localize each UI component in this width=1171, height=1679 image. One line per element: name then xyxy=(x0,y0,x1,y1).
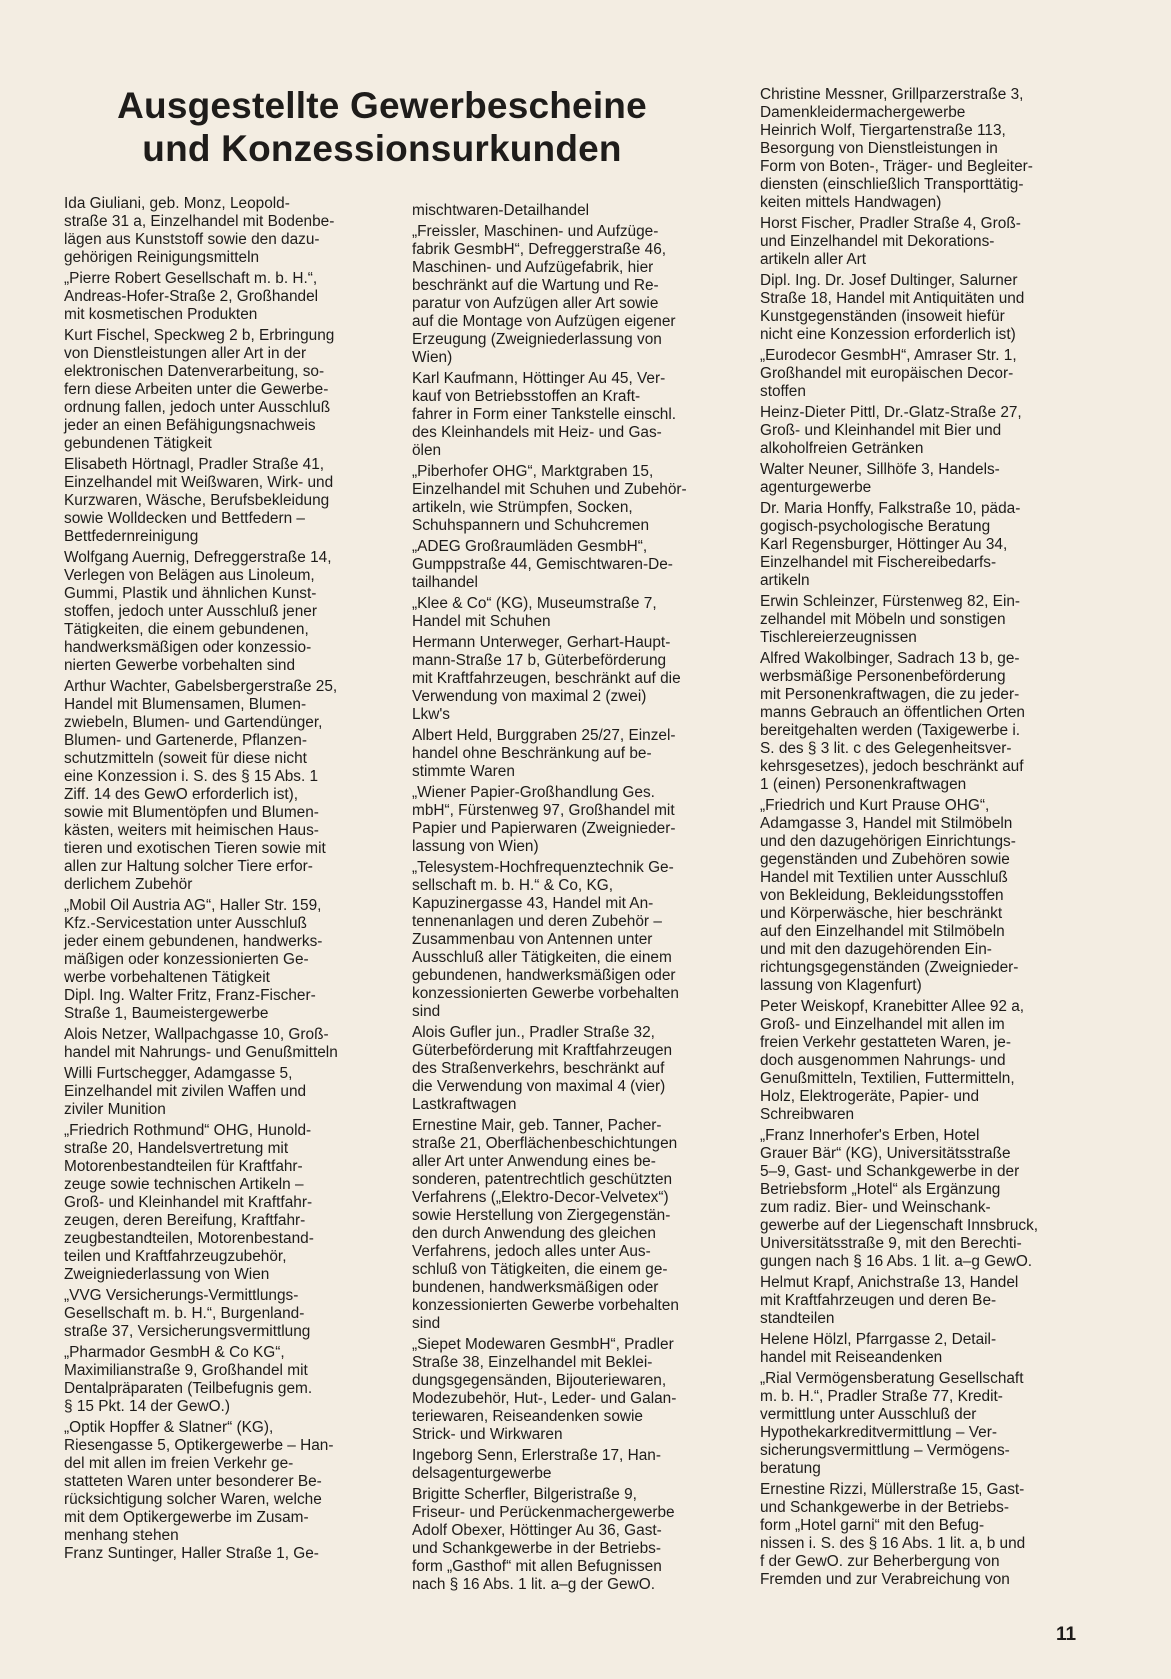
entry-line: sind xyxy=(412,1315,441,1332)
entry-line: des Straßenverkehrs, beschränkt auf xyxy=(412,1060,665,1077)
entry-line: straße 20, Handelsvertretung mit xyxy=(64,1140,289,1157)
listing-entry xyxy=(64,1065,384,1119)
entry-line: artikeln, wie Strümpfen, Socken, xyxy=(412,499,633,516)
entry-line: gogisch-psychologische Beratung xyxy=(760,518,991,535)
entry-line: sind xyxy=(412,1003,441,1020)
entry-line: vermittlung unter Ausschluß der xyxy=(760,1406,977,1423)
listing-entry xyxy=(64,195,384,267)
entry-line: menhang stehen xyxy=(64,1527,179,1544)
entry-line: Gummi, Plastik und ähnlichen Kunst- xyxy=(64,585,317,602)
entry-line: agenturgewerbe xyxy=(760,479,872,496)
entry-line: Kapuzinergasse 43, Handel mit An- xyxy=(412,895,654,912)
entry-line: Motorenbestandteilen für Kraftfahr- xyxy=(64,1158,303,1175)
entry-line: Fremden und zur Verabreichung von xyxy=(760,1571,1010,1588)
entry-line: tennenanlagen und deren Zubehör – xyxy=(412,913,662,930)
entry-line: Maschinen- und Aufzügefabrik, hier xyxy=(412,259,654,276)
entry-line: Andreas-Hofer-Straße 2, Großhandel xyxy=(64,288,319,305)
entry-line: zum radiz. Bier- und Weinschank- xyxy=(760,1199,991,1216)
entry-line: Arthur Wachter, Gabelsbergerstraße 25, xyxy=(64,678,338,695)
listing-entry xyxy=(64,270,384,324)
entry-line: den durch Anwendung des gleichen xyxy=(412,1225,656,1242)
listing-entry xyxy=(760,1481,1080,1589)
entry-line: „Siepet Modewaren GesmbH“, Pradler xyxy=(412,1336,674,1353)
entry-line: zeugbestandteilen, Motorenbestand- xyxy=(64,1230,314,1247)
listing-entry xyxy=(760,1127,1080,1271)
entry-line: ölen xyxy=(412,442,442,459)
entry-line: Form von Boten-, Träger- und Begleiter- xyxy=(760,158,1033,175)
listing-entry xyxy=(412,463,732,535)
entry-line: Groß- und Einzelhandel mit allen im xyxy=(760,1016,1005,1033)
listing-entry xyxy=(64,1344,384,1416)
entry-line: form „Hotel garni“ mit den Befug- xyxy=(760,1517,985,1534)
entry-line: straße 31 a, Einzelhandel mit Bodenbe- xyxy=(64,213,335,230)
entry-line: Güterbeförderung mit Kraftfahrzeugen xyxy=(412,1042,673,1059)
entry-line: schluß von Tätigkeiten, die einem ge- xyxy=(412,1261,668,1278)
listing-entry xyxy=(64,327,384,453)
entry-line: beratung xyxy=(760,1460,821,1477)
entry-line: Dipl. Ing. Walter Fritz, Franz-Fischer- xyxy=(64,987,316,1004)
title-line-2: und Konzessionsurkunden xyxy=(142,128,622,169)
listing-entry xyxy=(64,1419,384,1563)
entry-line: kästen, weiters mit heimischen Haus- xyxy=(64,822,319,839)
entry-line: tieren und exotischen Tieren sowie mit xyxy=(64,840,326,857)
entry-line: werbe vorbehaltenen Tätigkeit xyxy=(64,969,270,986)
page-title xyxy=(62,84,702,170)
entry-line: Kurt Fischel, Speckweg 2 b, Erbringung xyxy=(64,327,335,344)
entry-line: allen zur Haltung solcher Tiere erfor- xyxy=(64,858,313,875)
entry-line: gungen nach § 16 Abs. 1 lit. a–g GewO. xyxy=(760,1253,1033,1270)
entry-line: Ausschluß aller Tätigkeiten, die einem xyxy=(412,949,672,966)
entry-line: „Pierre Robert Gesellschaft m. b. H.“, xyxy=(64,270,318,287)
entry-line: Alois Netzer, Wallpachgasse 10, Groß- xyxy=(64,1026,329,1043)
entry-line: mäßigen oder konzessionierten Ge- xyxy=(64,951,309,968)
entry-line: „Freissler, Maschinen- und Aufzüge- xyxy=(412,223,659,240)
listing-entry xyxy=(64,1026,384,1062)
entry-line: nach § 16 Abs. 1 lit. a–g der GewO. xyxy=(412,1576,655,1593)
listing-entry xyxy=(412,202,732,220)
entry-line: Elisabeth Hörtnagl, Pradler Straße 41, xyxy=(64,456,325,473)
listing-entry xyxy=(64,1122,384,1284)
entry-line: teriewaren, Reiseandenken sowie xyxy=(412,1408,643,1425)
listing-entry xyxy=(760,1370,1080,1478)
entry-line: aller Art unter Anwendung eines be- xyxy=(412,1153,656,1170)
entry-line: statteten Waren unter besonderer Be- xyxy=(64,1473,322,1490)
entry-line: Strick- und Wirkwaren xyxy=(412,1426,563,1443)
entry-line: Verlegen von Belägen aus Linoleum, xyxy=(64,567,315,584)
entry-line: auf den Einzelhandel mit Stilmöbeln xyxy=(760,923,1005,940)
listing-entry xyxy=(64,897,384,1023)
entry-line: handel mit Reiseandenken xyxy=(760,1349,943,1366)
entry-line: die Verwendung von maximal 4 (vier) xyxy=(412,1078,666,1095)
entry-line: Betriebsform „Hotel“ als Ergänzung xyxy=(760,1181,1001,1198)
entry-line: 5–9, Gast- und Schankgewerbe in der xyxy=(760,1163,1020,1180)
entry-line: gebundenen Tätigkeit xyxy=(64,435,212,452)
listing-entry xyxy=(760,1274,1080,1328)
entry-line: und den dazugehörigen Einrichtungs- xyxy=(760,833,1016,850)
entry-line: dungsgegensänden, Bijouteriewaren, xyxy=(412,1372,667,1389)
entry-line: Ingeborg Senn, Erlerstraße 17, Han- xyxy=(412,1447,661,1464)
listing-entry xyxy=(412,784,732,856)
entry-line: und Körperwäsche, hier beschränkt xyxy=(760,905,1003,922)
entry-line: freien Verkehr gestatteten Waren, je- xyxy=(760,1034,1011,1051)
entry-line: fern diese Arbeiten unter die Gewerbe- xyxy=(64,381,329,398)
entry-line: richtungsgegenständen (Zweignieder- xyxy=(760,959,1019,976)
entry-line: Genußmitteln, Textilien, Futtermitteln, xyxy=(760,1070,1015,1087)
entry-line: Straße 1, Baumeistergewerbe xyxy=(64,1005,269,1022)
entry-line: Grauer Bär“ (KG), Universitätsstraße xyxy=(760,1145,1011,1162)
entry-line: Bettfedernreinigung xyxy=(64,528,199,545)
entry-line: alkoholfreien Getränken xyxy=(760,440,924,457)
entry-line: zelhandel mit Möbeln und sonstigen xyxy=(760,611,1006,628)
entry-line: ordnung fallen, jedoch unter Ausschluß xyxy=(64,399,331,416)
entry-line: mann-Straße 17 b, Güterbeförderung xyxy=(412,652,667,669)
listing-entry xyxy=(412,595,732,631)
entry-line: „Friedrich und Kurt Prause OHG“, xyxy=(760,797,990,814)
entry-line: Dr. Maria Honffy, Falkstraße 10, päda- xyxy=(760,500,1021,517)
entry-line: Schreibwaren xyxy=(760,1106,855,1123)
entry-line: gewerbe auf der Liegenschaft Innsbruck, xyxy=(760,1217,1039,1234)
entry-line: auf die Montage von Aufzügen eigener xyxy=(412,313,676,330)
entry-line: Willi Furtschegger, Adamgasse 5, xyxy=(64,1065,293,1082)
listing-entry xyxy=(412,1486,732,1594)
listing-entry xyxy=(760,404,1080,458)
entry-line: von Dienstleistungen aller Art in der xyxy=(64,345,307,362)
entry-line: 1 (einen) Personenkraftwagen xyxy=(760,776,967,793)
entry-line: f der GewO. zur Beherbergung von xyxy=(760,1553,1000,1570)
entry-line: Ida Giuliani, geb. Monz, Leopold- xyxy=(64,195,290,212)
listing-entry xyxy=(64,456,384,546)
entry-line: Erwin Schleinzer, Fürstenweg 82, Ein- xyxy=(760,593,1021,610)
entry-line: Zweigniederlassung von Wien xyxy=(64,1266,270,1283)
entry-line: sowie Herstellung von Ziergegenstän- xyxy=(412,1207,671,1224)
entry-line: gegenständen und Zubehören sowie xyxy=(760,851,1010,868)
entry-line: werbsmäßige Personenbeförderung xyxy=(760,668,1006,685)
entry-line: Riesengasse 5, Optikergewerbe – Han- xyxy=(64,1437,334,1454)
entry-line: stoffen, jedoch unter Ausschluß jener xyxy=(64,603,317,620)
entry-line: zeuge sowie technischen Artikeln – xyxy=(64,1176,304,1193)
entry-line: und mit den dazugehörenden Ein- xyxy=(760,941,992,958)
entry-line: Alois Gufler jun., Pradler Straße 32, xyxy=(412,1024,655,1041)
entry-line: zeugen, deren Bereifung, Kraftfahr- xyxy=(64,1212,306,1229)
listing-entry xyxy=(760,215,1080,269)
entry-line: sicherungsvermittlung – Vermögens- xyxy=(760,1442,1010,1459)
entry-line: lassung von Wien) xyxy=(412,838,539,855)
entry-line: „Rial Vermögensberatung Gesellschaft xyxy=(760,1370,1024,1387)
entry-line: Kunstgegenständen (insoweit hiefür xyxy=(760,308,1005,325)
listing-entry xyxy=(412,1447,732,1483)
entry-line: Brigitte Scherfler, Bilgeristraße 9, xyxy=(412,1486,637,1503)
entry-line: fahrer in Form einer Tankstelle einschl. xyxy=(412,406,677,423)
entry-line: Christine Messner, Grillparzerstraße 3, xyxy=(760,86,1024,103)
entry-line: mit kosmetischen Produkten xyxy=(64,306,258,323)
entry-line: artikeln aller Art xyxy=(760,251,867,268)
entry-line: Tätigkeiten, die einem gebundenen, xyxy=(64,621,309,638)
entry-line: mit dem Optikergewerbe im Zusam- xyxy=(64,1509,309,1526)
entry-line: „Optik Hopffer & Slatner“ (KG), xyxy=(64,1419,274,1436)
entry-line: straße 37, Versicherungsvermittlung xyxy=(64,1323,311,1340)
entry-line: diensten (einschließlich Transporttätig- xyxy=(760,176,1024,193)
entry-line: von Bekleidung, Bekleidungsstoffen xyxy=(760,887,1004,904)
entry-line: Blumen- und Gartenerde, Pflanzen- xyxy=(64,732,307,749)
entry-line: Großhandel mit europäischen Decor- xyxy=(760,365,1014,382)
listing-entry xyxy=(412,538,732,592)
entry-line: „Franz Innerhofer's Erben, Hotel xyxy=(760,1127,980,1144)
column-2 xyxy=(412,202,732,1597)
entry-line: Helene Hölzl, Pfarrgasse 2, Detail- xyxy=(760,1331,997,1348)
listing-entry xyxy=(412,634,732,724)
entry-line: schutzmitteln (soweit für diese nicht xyxy=(64,750,307,767)
entry-line: beschränkt auf die Wartung und Re- xyxy=(412,277,659,294)
entry-line: tailhandel xyxy=(412,574,478,591)
entry-line: zwiebeln, Blumen- und Gartendünger, xyxy=(64,714,323,731)
entry-line: sellschaft m. b. H.“ & Co, KG, xyxy=(412,877,613,894)
entry-line: Lkw's xyxy=(412,706,451,723)
entry-line: rücksichtigung solcher Waren, welche xyxy=(64,1491,322,1508)
entry-line: Gumppstraße 44, Gemischtwaren-De- xyxy=(412,556,673,573)
entry-line: Besorgung von Dienstleistungen in xyxy=(760,140,998,157)
listing-entry xyxy=(760,593,1080,647)
entry-line: Hypothekarkreditvermittlung – Ver- xyxy=(760,1424,997,1441)
entry-line: keiten mittels Handwagen) xyxy=(760,194,942,211)
entry-line: handwerksmäßigen oder konzessio- xyxy=(64,639,312,656)
entry-line: Einzelhandel mit Weißwaren, Wirk- und xyxy=(64,474,334,491)
entry-line: Wien) xyxy=(412,349,453,366)
entry-line: Hermann Unterweger, Gerhart-Haupt- xyxy=(412,634,671,651)
entry-line: „Klee & Co“ (KG), Museumstraße 7, xyxy=(412,595,657,612)
entry-line: stimmte Waren xyxy=(412,763,515,780)
listing-entry xyxy=(412,727,732,781)
entry-line: Tischlereierzeugnissen xyxy=(760,629,917,646)
entry-line: Schuhspannern und Schuhcremen xyxy=(412,517,650,534)
column-3 xyxy=(760,86,1080,1592)
entry-line: und Schankgewerbe in der Betriebs- xyxy=(760,1499,1009,1516)
entry-line: derlichem Zubehör xyxy=(64,876,193,893)
entry-line: kauf von Betriebsstoffen an Kraft- xyxy=(412,388,641,405)
entry-line: Helmut Krapf, Anichstraße 13, Handel xyxy=(760,1274,1019,1291)
listing-entry xyxy=(760,500,1080,590)
entry-line: mischtwaren-Detailhandel xyxy=(412,202,590,219)
entry-line: Ernestine Rizzi, Müllerstraße 15, Gast- xyxy=(760,1481,1025,1498)
entry-line: Karl Kaufmann, Höttinger Au 45, Ver- xyxy=(412,370,666,387)
entry-line: Karl Regensburger, Höttinger Au 34, xyxy=(760,536,1008,553)
listing-entry xyxy=(64,1287,384,1341)
entry-line: S. des § 3 lit. c des Gelegenheitsver- xyxy=(760,740,1012,757)
entry-line: jeder an einen Befähigungsnachweis xyxy=(64,417,316,434)
entry-line: Handel mit Blumensamen, Blumen- xyxy=(64,696,307,713)
entry-line: mit Personenkraftwagen, die zu jeder- xyxy=(760,686,1020,703)
entry-line: Groß- und Kleinhandel mit Bier und xyxy=(760,422,1002,439)
entry-line: gebundenen, handwerksmäßigen oder xyxy=(412,967,676,984)
entry-line: sonderen, patentrechtlich geschützten xyxy=(412,1171,673,1188)
entry-line: und Einzelhandel mit Dekorations- xyxy=(760,233,995,250)
entry-line: Straße 18, Handel mit Antiquitäten und xyxy=(760,290,1025,307)
entry-line: manns Gebrauch an öffentlichen Orten xyxy=(760,704,1025,721)
entry-line: Horst Fischer, Pradler Straße 4, Groß- xyxy=(760,215,1021,232)
listing-entry xyxy=(760,797,1080,995)
entry-line: Universitätsstraße 9, mit den Berechti- xyxy=(760,1235,1022,1252)
entry-line: paratur von Aufzügen aller Art sowie xyxy=(412,295,659,312)
entry-line: Damenkleidermachergewerbe xyxy=(760,104,966,121)
entry-line: Ernestine Mair, geb. Tanner, Pacher- xyxy=(412,1117,662,1134)
entry-line: „VVG Versicherungs-Vermittlungs- xyxy=(64,1287,299,1304)
entry-line: „Pharmador GesmbH & Co KG“, xyxy=(64,1344,285,1361)
entry-line: „Piberhofer OHG“, Marktgraben 15, xyxy=(412,463,654,480)
entry-line: mit Kraftfahrzeugen, beschränkt auf die xyxy=(412,670,681,687)
listing-entry xyxy=(760,1331,1080,1367)
entry-line: § 15 Pkt. 14 der GewO.) xyxy=(64,1398,230,1415)
entry-line: „Friedrich Rothmund“ OHG, Hunold- xyxy=(64,1122,312,1139)
listing-entry xyxy=(412,859,732,1021)
entry-line: form „Gasthof“ mit allen Befugnissen xyxy=(412,1558,662,1575)
entry-line: „Eurodecor GesmbH“, Amraser Str. 1, xyxy=(760,347,1017,364)
entry-line: Papier und Papierwaren (Zweignieder- xyxy=(412,820,676,837)
entry-line: Einzelhandel mit Fischereibedarfs- xyxy=(760,554,997,571)
entry-line: Dipl. Ing. Dr. Josef Dultinger, Salurner xyxy=(760,272,1018,289)
entry-line: Holz, Elektrogeräte, Papier- und xyxy=(760,1088,980,1105)
listing-entry xyxy=(412,1336,732,1444)
entry-line: Handel mit Textilien unter Ausschluß xyxy=(760,869,1008,886)
entry-line: Kurzwaren, Wäsche, Berufsbekleidung xyxy=(64,492,330,509)
page-number: 11 xyxy=(1056,1624,1077,1645)
entry-line: nissen i. S. des § 16 Abs. 1 lit. a, b und xyxy=(760,1535,1026,1552)
title-line-1: Ausgestellte Gewerbescheine xyxy=(117,85,647,126)
entry-line: konzessionierten Gewerbe vorbehalten xyxy=(412,1297,679,1314)
listing-entry xyxy=(760,998,1080,1124)
entry-line: Verwendung von maximal 2 (zwei) xyxy=(412,688,647,705)
entry-line: Verfahrens, jedoch alles unter Aus- xyxy=(412,1243,651,1260)
entry-line: doch ausgenommen Nahrungs- und xyxy=(760,1052,1006,1069)
entry-line: Adamgasse 3, Handel mit Stilmöbeln xyxy=(760,815,1013,832)
entry-line: handel mit Nahrungs- und Genußmitteln xyxy=(64,1044,338,1061)
entry-line: sowie mit Blumentöpfen und Blumen- xyxy=(64,804,319,821)
entry-line: handel ohne Beschränkung auf be- xyxy=(412,745,652,762)
listing-entry xyxy=(760,272,1080,344)
entry-line: Adolf Obexer, Höttinger Au 36, Gast- xyxy=(412,1522,662,1539)
entry-line: Kfz.-Servicestation unter Ausschluß xyxy=(64,915,307,932)
listing-entry xyxy=(760,461,1080,497)
entry-line: Friseur- und Perückenmachergewerbe xyxy=(412,1504,675,1521)
listing-entry xyxy=(64,549,384,675)
entry-line: sowie Wolldecken und Bettfedern – xyxy=(64,510,305,527)
entry-line: Heinz-Dieter Pittl, Dr.-Glatz-Straße 27, xyxy=(760,404,1022,421)
entry-line: „ADEG Großraumläden GesmbH“, xyxy=(412,538,648,555)
entry-line: Dentalpräparaten (Teilbefugnis gem. xyxy=(64,1380,313,1397)
listing-entry xyxy=(760,650,1080,794)
entry-line: jeder einem gebundenen, handwerks- xyxy=(64,933,323,950)
entry-line: Albert Held, Burggraben 25/27, Einzel- xyxy=(412,727,676,744)
entry-line: Ziff. 14 des GewO erforderlich ist), xyxy=(64,786,299,803)
listing-entry xyxy=(412,1117,732,1333)
entry-line: kehrsgesetzes), jedoch beschränkt auf xyxy=(760,758,1024,775)
entry-line: lägen aus Kunststoff sowie den dazu- xyxy=(64,231,320,248)
entry-line: Straße 38, Einzelhandel mit Beklei- xyxy=(412,1354,653,1371)
entry-line: Einzelhandel mit zivilen Waffen und xyxy=(64,1083,307,1100)
entry-line: bundenen, handwerksmäßigen oder xyxy=(412,1279,659,1296)
entry-line: Wolfgang Auernig, Defreggerstraße 14, xyxy=(64,549,332,566)
entry-line: ziviler Munition xyxy=(64,1101,166,1118)
entry-line: Zusammenbau von Antennen unter xyxy=(412,931,653,948)
entry-line: gehörigen Reinigungsmitteln xyxy=(64,249,260,266)
entry-line: Erzeugung (Zweigniederlassung von xyxy=(412,331,662,348)
entry-line: des Kleinhandels mit Heiz- und Gas- xyxy=(412,424,662,441)
entry-line: lassung von Klagenfurt) xyxy=(760,977,922,994)
entry-line: Groß- und Kleinhandel mit Kraftfahr- xyxy=(64,1194,313,1211)
entry-line: fabrik GesmbH“, Defreggerstraße 46, xyxy=(412,241,667,258)
listing-entry xyxy=(760,347,1080,401)
entry-line: Alfred Wakolbinger, Sadrach 13 b, ge- xyxy=(760,650,1020,667)
entry-line: Modezubehör, Hut-, Leder- und Galan- xyxy=(412,1390,677,1407)
entry-line: Gesellschaft m. b. H.“, Burgenland- xyxy=(64,1305,305,1322)
entry-line: teilen und Kraftfahrzeugzubehör, xyxy=(64,1248,287,1265)
entry-line: standteilen xyxy=(760,1310,835,1327)
entry-line: Verfahrens („Elektro-Decor-Velvetex“) xyxy=(412,1189,669,1206)
entry-line: m. b. H.“, Pradler Straße 77, Kredit- xyxy=(760,1388,1003,1405)
listing-entry xyxy=(412,1024,732,1114)
entry-line: Lastkraftwagen xyxy=(412,1096,517,1113)
entry-line: delsagenturgewerbe xyxy=(412,1465,552,1482)
entry-line: stoffen xyxy=(760,383,806,400)
entry-line: „Telesystem-Hochfrequenztechnik Ge- xyxy=(412,859,674,876)
entry-line: Handel mit Schuhen xyxy=(412,613,551,630)
listing-entry xyxy=(412,223,732,367)
entry-line: und Schankgewerbe in der Betriebs- xyxy=(412,1540,661,1557)
listing-entry xyxy=(64,678,384,894)
column-1 xyxy=(64,195,384,1566)
entry-line: artikeln xyxy=(760,572,810,589)
entry-line: nicht eine Konzession erforderlich ist) xyxy=(760,326,1016,343)
entry-line: eine Konzession i. S. des § 15 Abs. 1 xyxy=(64,768,319,785)
entry-line: Heinrich Wolf, Tiergartenstraße 113, xyxy=(760,122,1006,139)
listing-entry xyxy=(760,86,1080,212)
entry-line: Peter Weiskopf, Kranebitter Allee 92 a, xyxy=(760,998,1025,1015)
entry-line: konzessionierten Gewerbe vorbehalten xyxy=(412,985,679,1002)
entry-line: mbH“, Fürstenweg 97, Großhandel mit xyxy=(412,802,675,819)
entry-line: bereitgehalten werden (Taxigewerbe i. xyxy=(760,722,1021,739)
entry-line: Einzelhandel mit Schuhen und Zubehör- xyxy=(412,481,687,498)
entry-line: mit Kraftfahrzeugen und deren Be- xyxy=(760,1292,997,1309)
entry-line: straße 21, Oberflächenbeschichtungen xyxy=(412,1135,678,1152)
entry-line: Franz Suntinger, Haller Straße 1, Ge- xyxy=(64,1545,319,1562)
entry-line: Maximilianstraße 9, Großhandel mit xyxy=(64,1362,308,1379)
entry-line: nierten Gewerbe vorbehalten sind xyxy=(64,657,296,674)
entry-line: del mit allen im freien Verkehr ge- xyxy=(64,1455,294,1472)
entry-line: „Mobil Oil Austria AG“, Haller Str. 159, xyxy=(64,897,322,914)
entry-line: elektronischen Datenverarbeitung, so- xyxy=(64,363,325,380)
listing-entry xyxy=(412,370,732,460)
entry-line: Walter Neuner, Sillhöfe 3, Handels- xyxy=(760,461,1000,478)
entry-line: „Wiener Papier-Großhandlung Ges. xyxy=(412,784,655,801)
